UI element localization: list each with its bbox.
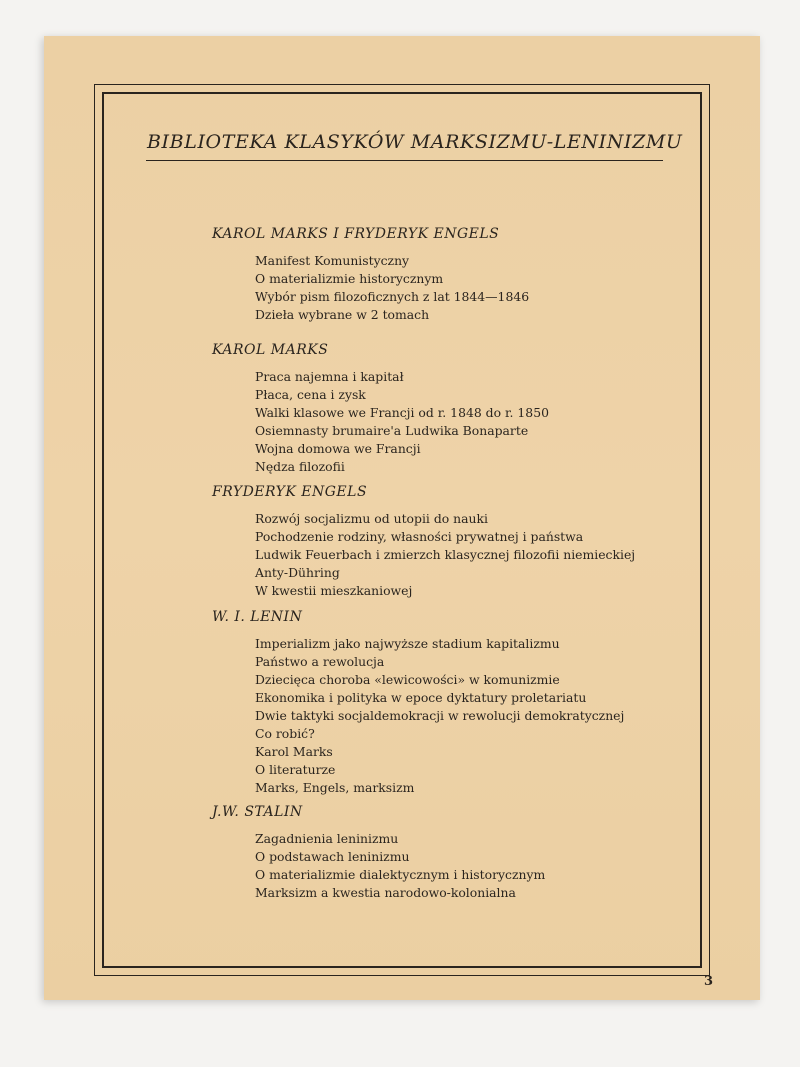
list-item: Wojna domowa we Francji	[255, 441, 421, 456]
list-item: Rozwój socjalizmu od utopii do nauki	[255, 511, 488, 526]
section-marks-engels	[212, 226, 652, 324]
section-marks	[212, 342, 652, 476]
title-list	[255, 830, 652, 902]
list-item: O materializmie dialektycznym i historycznym	[255, 867, 546, 882]
list-item: Ludwik Feuerbach i zmierzch klasycznej filozofii niemieckiej	[255, 547, 636, 562]
title-list	[255, 252, 652, 324]
author-heading: W. I. LENIN	[212, 609, 303, 625]
list-item: O materializmie historycznym	[255, 271, 444, 286]
list-item: O literaturze	[255, 762, 336, 777]
list-item: Marksizm a kwestia narodowo-kolonialna	[255, 885, 516, 900]
author-heading: KAROL MARKS	[212, 342, 329, 358]
list-item: Dzieła wybrane w 2 tomach	[255, 307, 430, 322]
author-heading: J.W. STALIN	[212, 804, 303, 820]
list-item: Anty-Dühring	[255, 565, 340, 580]
list-item: Marks, Engels, marksizm	[255, 780, 415, 795]
section-stalin	[212, 804, 652, 902]
list-item: Pochodzenie rodziny, własności prywatnej i państwa	[255, 529, 584, 544]
section-engels	[212, 484, 652, 600]
book-page	[44, 36, 760, 1000]
author-heading: FRYDERYK ENGELS	[212, 484, 368, 500]
page-number: 3	[704, 974, 714, 989]
list-item: Dziecięca choroba «lewicowości» w komunizmie	[255, 672, 560, 687]
title-list	[255, 635, 652, 797]
list-item: Praca najemna i kapitał	[255, 369, 404, 384]
list-item: Imperializm jako najwyższe stadium kapitalizmu	[255, 636, 560, 651]
author-heading: KAROL MARKS I FRYDERYK ENGELS	[212, 226, 500, 242]
title-list	[255, 510, 652, 600]
list-item: Osiemnasty brumaire'a Ludwika Bonaparte	[255, 423, 529, 438]
list-item: O podstawach leninizmu	[255, 849, 410, 864]
list-item: Wybór pism filozoficznych z lat 1844—1846	[255, 289, 530, 304]
title-underline	[146, 160, 663, 161]
list-item: Ekonomika i polityka w epoce dyktatury proletariatu	[255, 690, 587, 705]
list-item: Walki klasowe we Francji od r. 1848 do r. 1850	[255, 405, 549, 420]
list-item: Państwo a rewolucja	[255, 654, 385, 669]
series-title: BIBLIOTEKA KLASYKÓW MARKSIZMU-LENINIZMU	[147, 131, 683, 153]
list-item: Karol Marks	[255, 744, 333, 759]
list-item: Nędza filozofii	[255, 459, 345, 474]
list-item: Manifest Komunistyczny	[255, 253, 410, 268]
section-lenin	[212, 609, 652, 797]
list-item: Zagadnienia leninizmu	[255, 831, 399, 846]
list-item: W kwestii mieszkaniowej	[255, 583, 413, 598]
list-item: Dwie taktyki socjaldemokracji w rewolucji demokratycznej	[255, 708, 625, 723]
title-list	[255, 368, 652, 476]
list-item: Płaca, cena i zysk	[255, 387, 366, 402]
list-item: Co robić?	[255, 726, 315, 741]
